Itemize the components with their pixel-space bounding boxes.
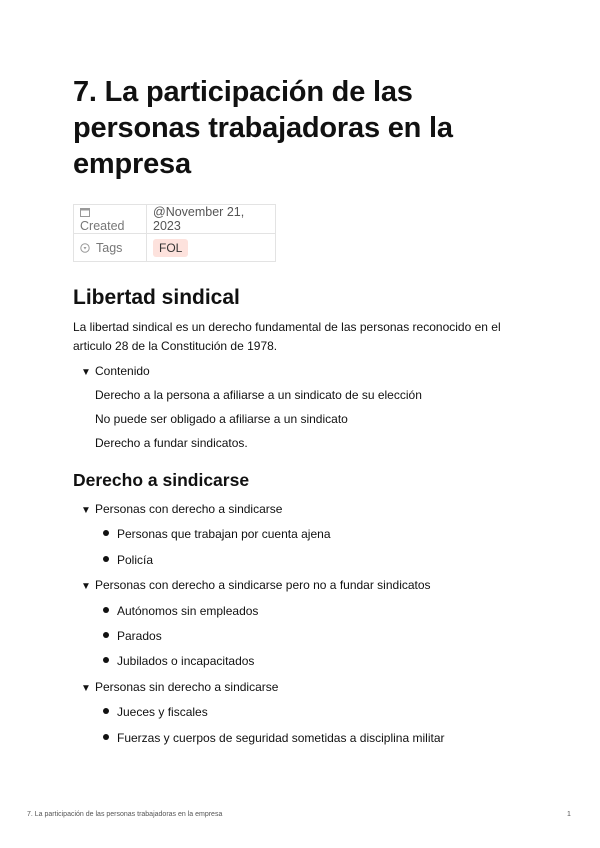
tags-label: Tags [96, 240, 123, 255]
toggle-contenido[interactable] [81, 363, 150, 381]
section-paragraph: La libertad sindical es un derecho fundamental de las personas reconocido en el articulo 28 de la Constitución de 1978. [73, 320, 501, 353]
property-created [74, 205, 276, 234]
toggle-group[interactable] [81, 501, 282, 519]
bullet-icon [103, 632, 109, 638]
calendar-icon [80, 207, 90, 217]
bullet-icon [103, 556, 109, 562]
footer-title: 7. La participación de las personas trabajadoras en la empresa [27, 811, 223, 818]
toggle-group[interactable] [81, 577, 431, 595]
triangle-down-icon: ▼ [81, 505, 91, 516]
created-label: Created [80, 219, 125, 233]
list-item: Jubilados o incapacitados [103, 653, 254, 669]
toggle-content-item: No puede ser obligado a afiliarse a un sindicato [95, 412, 348, 426]
toggle-content-item: Derecho a fundar sindicatos. [95, 436, 248, 450]
tags-icon [80, 243, 90, 253]
toggle-content-item: Derecho a la persona a afiliarse a un sindicato de su elección [95, 388, 422, 402]
tag-badge[interactable]: FOL [153, 239, 188, 257]
page-title: 7. La participación de las personas trabajadoras en la empresa [73, 76, 453, 180]
bullet-icon [103, 657, 109, 663]
bullet-icon [103, 607, 109, 613]
toggle-label: Contenido [95, 364, 150, 378]
list-item: Autónomos sin empleados [103, 603, 258, 619]
toggle-label: Personas sin derecho a sindicarse [95, 680, 279, 694]
section-heading: Derecho a sindicarse [73, 470, 250, 490]
triangle-down-icon: ▼ [81, 683, 91, 694]
list-item: Jueces y fiscales [103, 704, 208, 720]
page-number: 1 [567, 811, 571, 818]
bullet-icon [103, 708, 109, 714]
list-item: Personas que trabajan por cuenta ajena [103, 526, 331, 542]
triangle-down-icon: ▼ [81, 581, 91, 592]
bullet-icon [103, 530, 109, 536]
toggle-label: Personas con derecho a sindicarse [95, 502, 283, 516]
properties-table [73, 204, 276, 262]
section-heading: Libertad sindical [73, 286, 240, 309]
list-item: Policía [103, 552, 153, 568]
toggle-group[interactable] [81, 679, 278, 697]
property-tags [74, 234, 276, 262]
list-item: Fuerzas y cuerpos de seguridad sometidas a disciplina militar [103, 730, 445, 746]
toggle-label: Personas con derecho a sindicarse pero no a fundar sindicatos [95, 578, 431, 592]
triangle-down-icon: ▼ [81, 367, 91, 378]
list-item: Parados [103, 628, 162, 644]
created-value: @November 21, 2023 [147, 205, 276, 234]
bullet-icon [103, 734, 109, 740]
